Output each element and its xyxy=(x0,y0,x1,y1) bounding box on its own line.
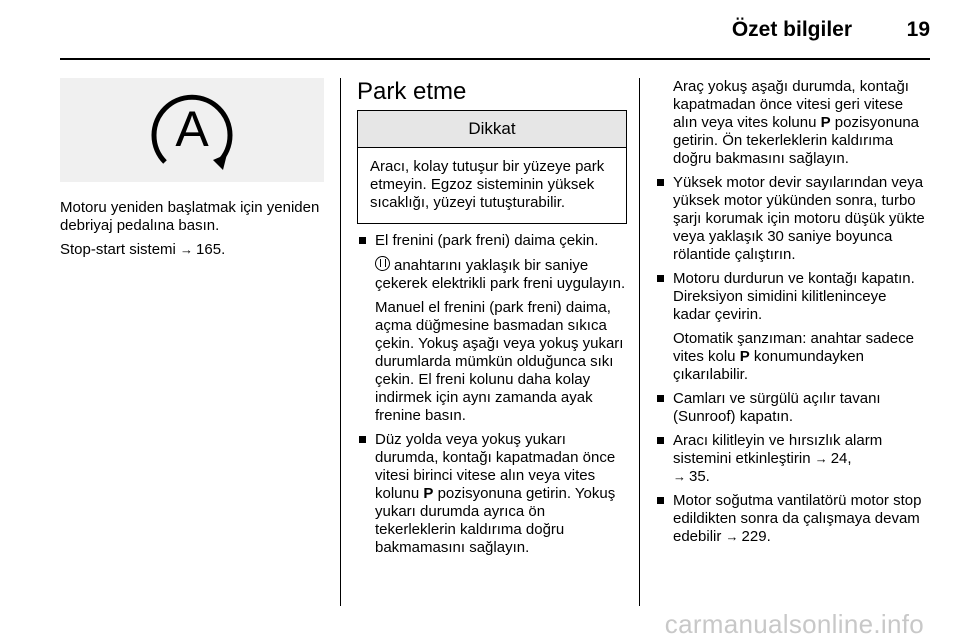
watermark: carmanualsonline.info xyxy=(664,609,924,639)
page-ref: → 229. xyxy=(726,528,771,545)
autostop-letter: A xyxy=(175,101,209,157)
parking-brake-icon xyxy=(375,256,390,271)
caution-text: Aracı, kolay tutuşur bir yüzeye park etmeyin. Egzoz sisteminin yüksek sıcaklığı, yüzeyi tutuşturabilir. xyxy=(370,158,605,211)
page-ref: → 24, xyxy=(815,450,852,467)
list-item: Motor soğutma vantilatörü motor stop edildikten sonra da çalışmaya devam edebilir → 229. xyxy=(655,492,925,546)
header-rule xyxy=(60,58,930,60)
caution-title: Dikkat xyxy=(358,111,626,148)
column-divider xyxy=(340,78,341,606)
list-item: El frenini (park freni) daima çekin. anahtarını yaklaşık bir saniye çekerek elektrikli park freni uygulayın. Manuel el frenini (park freni) daima, açma düğmesine basmadan sıkıca çekin. Yokuş aşağı veya yokuş yukarı durumlarda mümkün olduğunca sıkı çekin. El freni kolunu daha kolay indirmek için aynı zamanda ayak frenine basın. xyxy=(357,232,627,425)
parking-list xyxy=(357,232,627,557)
list-item: Düz yolda veya yokuş yukarı durumda, kontağı kapatmadan önce vitesi birinci vitese alın veya vites kolunu P pozisyonuna getirin. Yokuş yukarı durumda ayrıca ön tekerleklerin kaldırıma doğru bakmamasını sağlayın. xyxy=(357,431,627,557)
parking-list-continued xyxy=(655,174,925,546)
automatic-transmission-note: Otomatik şanzıman: anahtar sadece vites kolu P konumundayken çıkarılabilir. xyxy=(673,330,914,383)
middle-column xyxy=(357,78,627,557)
stop-start-ref: Stop-start sistemi → 165. xyxy=(60,241,324,259)
restart-text: Motoru yeniden başlatmak için yeniden debriyaj pedalına basın. xyxy=(60,199,320,234)
list-item: Aracı kilitleyin ve hırsızlık alarm sistemini etkinleştirin → 24, → 35. xyxy=(655,432,925,486)
list-item: Yüksek motor devir sayılarından veya yüksek motor yükünden sonra, turbo şarjı korumak için motoru düşük yükte veya yaklaşık 30 saniye boyunca rölantide çalıştırın. xyxy=(655,174,925,264)
right-column xyxy=(655,78,925,546)
list-item: Motoru durdurun ve kontağı kapatın. Direksiyon simidini kilitleninceye kadar çevirin. Otomatik şanzıman: anahtar sadece vites kolu P konumundayken çıkarılabilir. xyxy=(655,270,925,384)
column-divider xyxy=(639,78,640,606)
list-item: Camları ve sürgülü açılır tavanı (Sunroof) kapatın. xyxy=(655,390,925,426)
electric-brake-text: anahtarını yaklaşık bir saniye çekerek elektrikli park freni uygulayın. xyxy=(375,257,626,292)
page-ref: → 165. xyxy=(180,241,225,258)
autostop-icon-box xyxy=(60,78,324,182)
autostop-icon xyxy=(137,82,247,178)
caution-box xyxy=(357,110,627,224)
left-column xyxy=(60,78,324,259)
page-number: 19 xyxy=(906,18,930,41)
page-header xyxy=(60,0,930,58)
page-title: Özet bilgiler xyxy=(731,18,852,41)
page-ref: → 35. xyxy=(673,468,710,485)
manual-brake-text: Manuel el frenini (park freni) daima, açma düğmesine basmadan sıkıca çekin. Yokuş aşağı veya yokuş yukarı durumlarda mümkün olduğunca sıkı çekin. El freni kolunu daha kolay indirmek için aynı zamanda ayak frenine basın. xyxy=(375,299,624,424)
downhill-text: Araç yokuş aşağı durumda, kontağı kapatmadan önce vitesi geri vitese alın veya vites kolunu P pozisyonuna getirin. Ön tekerleklerin kaldırıma doğru bakmasını sağlayın. xyxy=(673,78,920,167)
section-title: Park etme xyxy=(357,78,467,105)
